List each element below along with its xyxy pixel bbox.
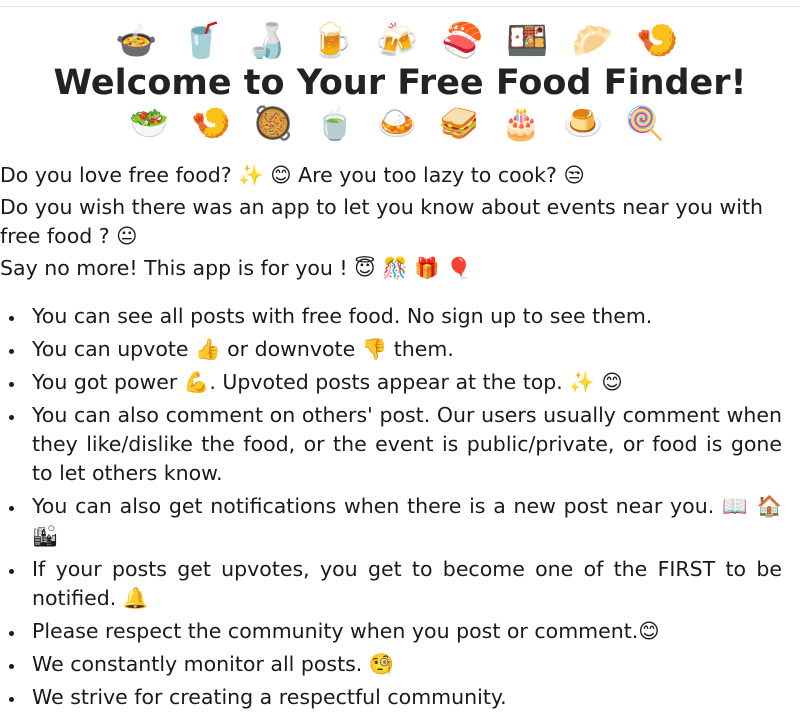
list-item: • We strive for creating a respectful community. [26,683,800,712]
intro-line: Do you wish there was an app to let you know about events near you with free food ? 😐 [0,194,763,249]
header-emoji-row-bottom: 🥗 🍤 🥘 🍵 🍛 🥪 🎂 🍮 🍭 [129,104,671,143]
list-item: • You got power 💪. Upvoted posts appear at the top. ✨ 😊 [26,368,800,397]
intro-line: Do you love free food? ✨ 😊 Are you too lazy to cook? 😒 [0,162,585,187]
header-emoji-row-top: 🍲 🥤 🍶 🍺 🍻 🍣 🍱 🥟 🍤 [115,21,685,61]
list-item: • You can upvote 👍 or downvote 👎 them. [26,335,800,364]
list-item: • Please respect the community when you post or comment.😊 [26,617,800,646]
list-item: • If your posts get upvotes, you get to become one of the FIRST to be notified. 🔔 [26,555,800,613]
list-item: • You can also comment on others' post. Our users usually comment when they like/dislike the food, or the event is public/private, or food is gone to let others know. [26,401,800,488]
intro-paragraphs [0,161,800,284]
intro-line: Say no more! This app is for you ! 😇 🎊 🎁 🎈 [0,256,472,281]
list-item: • You can also get notifications when there is a new post near you. 📖 🏠 🏙 [26,492,800,550]
list-item: • You can see all posts with free food. No sign up to see them. [26,302,800,331]
browser-topbar [0,0,800,7]
bottom-spacer [0,716,800,726]
list-item: • We constantly monitor all posts. 🧐 [26,650,800,679]
page-title: Welcome to Your Free Food Finder! [53,63,747,104]
feature-list [0,302,800,712]
